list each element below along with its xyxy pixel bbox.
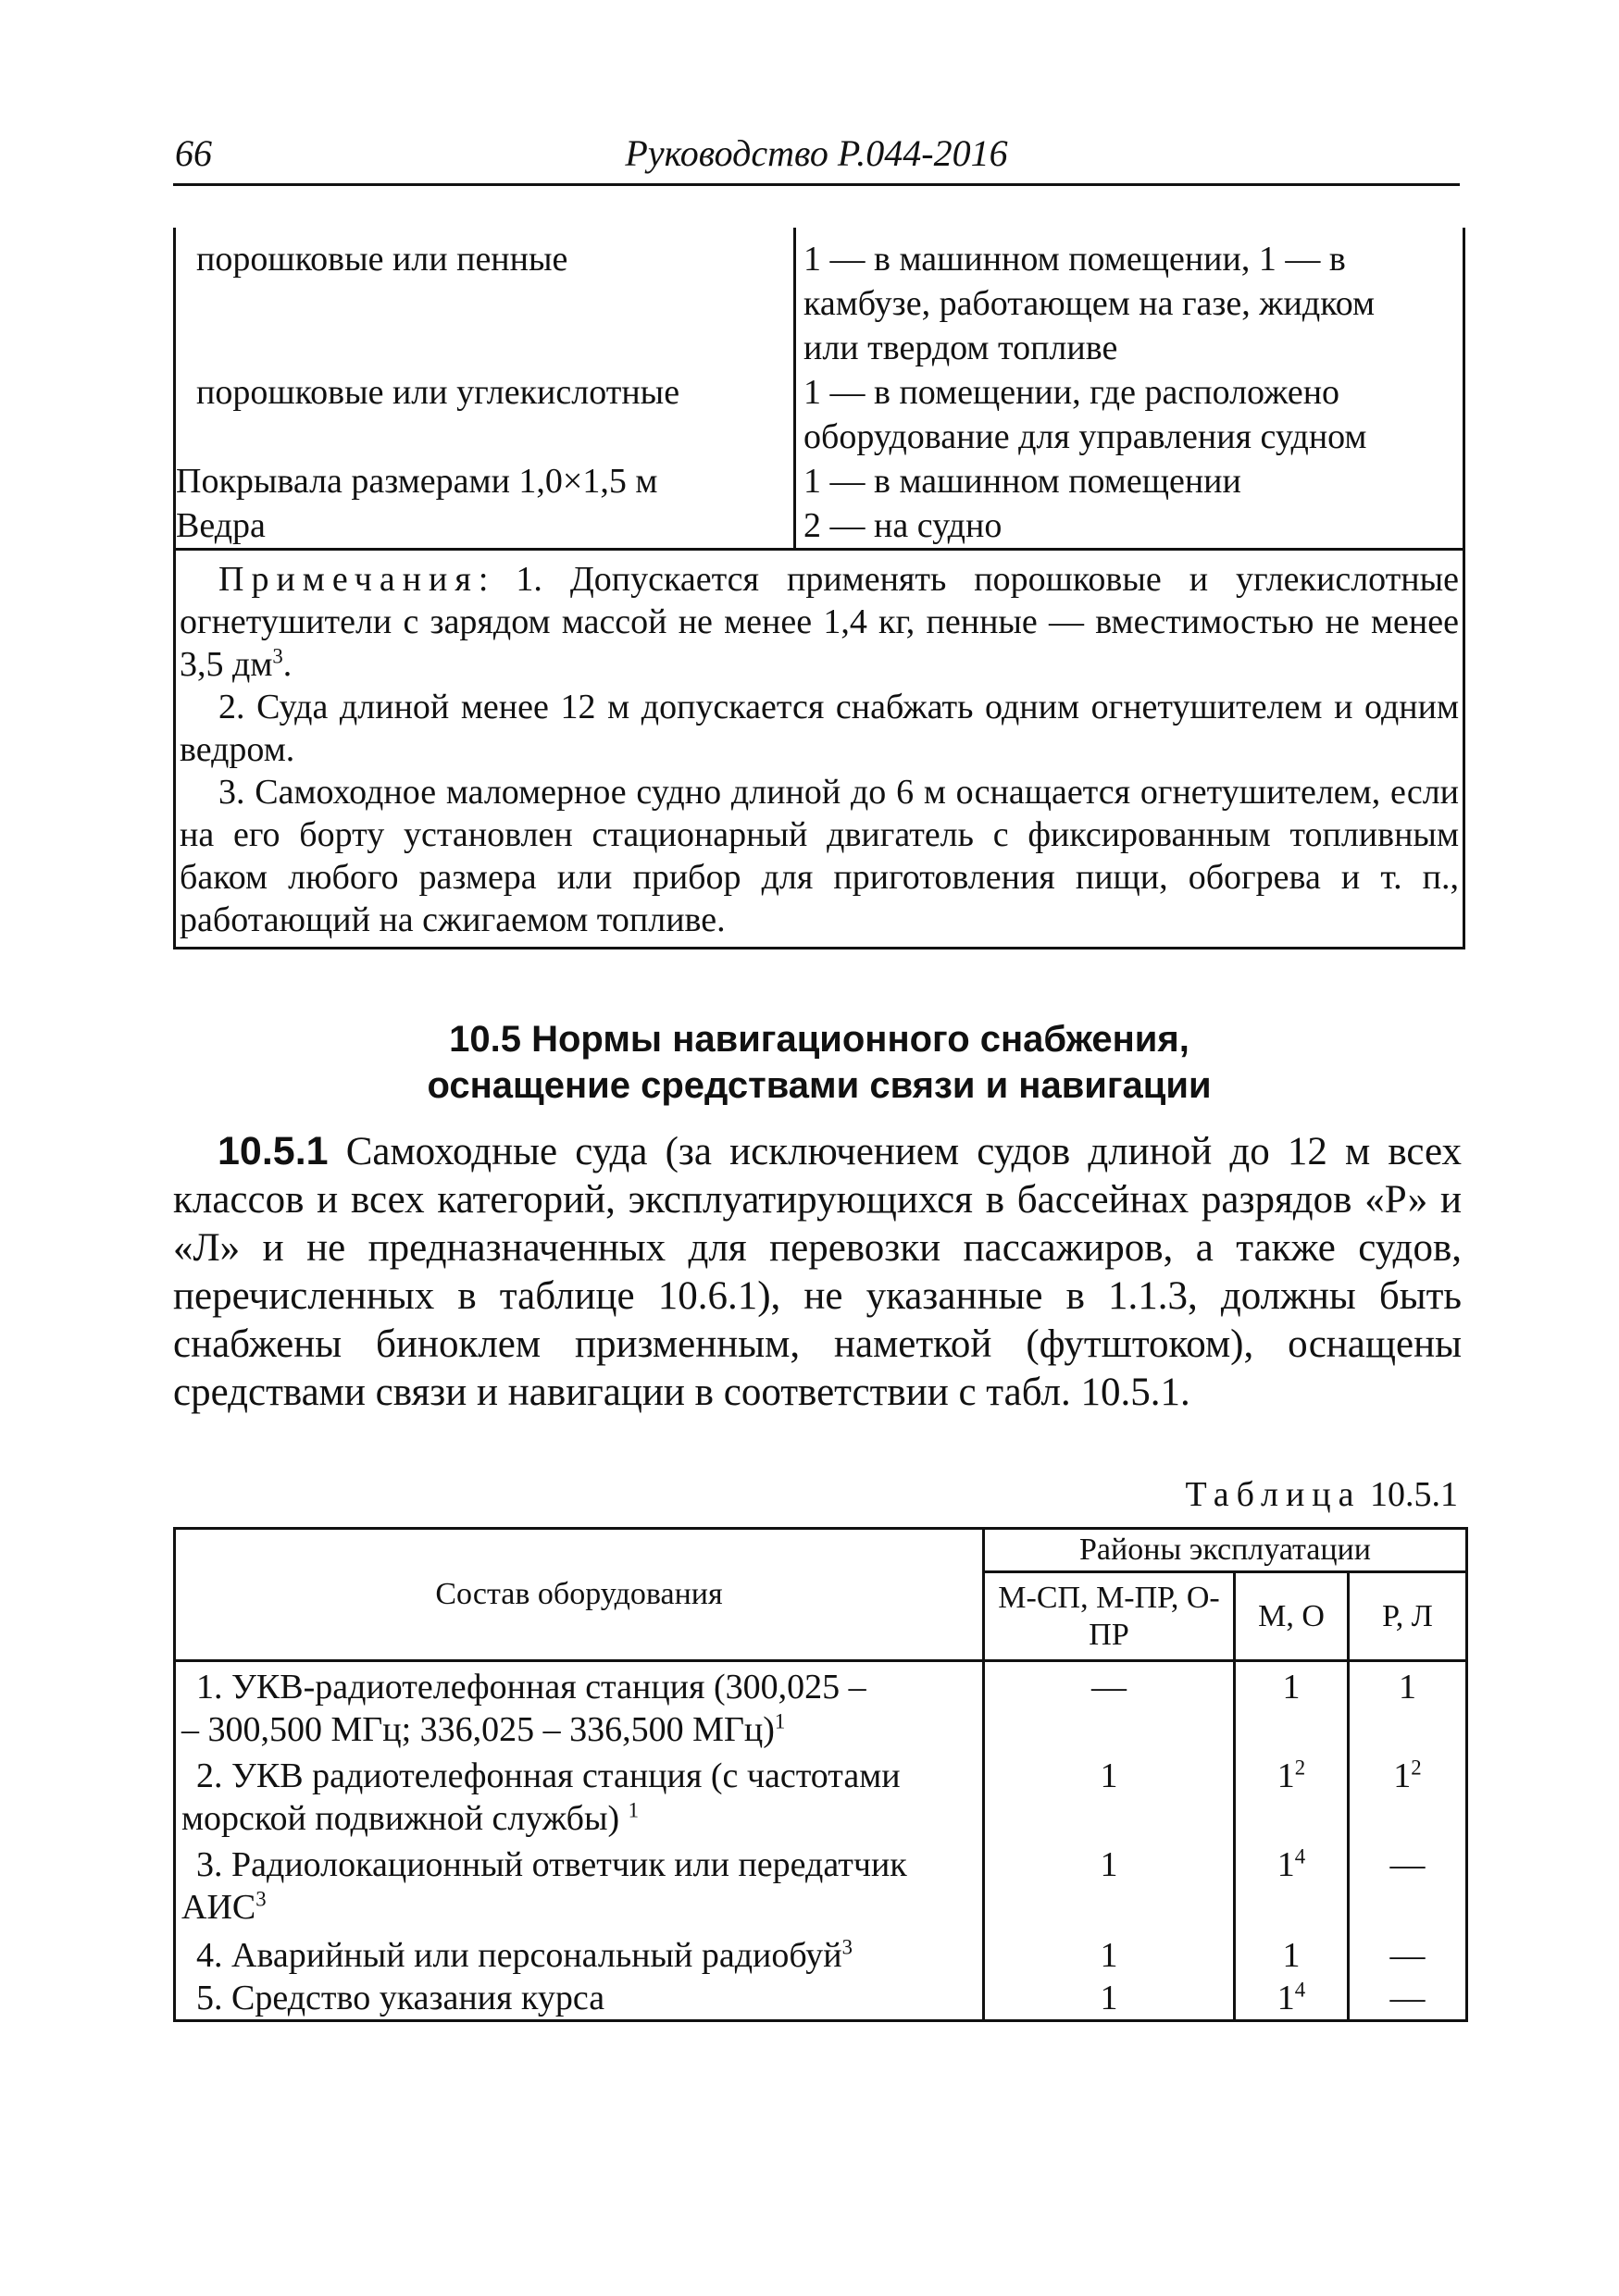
item-cell: порошковые или пенные	[175, 228, 795, 370]
note-3: 3. Самоходное маломерное судно длиной до 6 м оснащается огнетушителем, если на его борту установлен стационарный двигатель с фиксированным топливным баком любого размера или прибор для приготовления пищи, обогрева и т. п., работающий на сжигаемом топливе.	[180, 773, 1459, 939]
superscript: 3	[272, 644, 283, 668]
location-cell	[795, 459, 1464, 503]
superscript: 2	[1411, 1756, 1422, 1780]
section-heading-line: оснащение средствами связи и навигации	[427, 1065, 1212, 1106]
section-heading	[173, 1016, 1465, 1109]
caption-number: 10.5.1	[1370, 1475, 1458, 1514]
section-heading-line: 10.5 Нормы навигационного снабжения,	[449, 1019, 1189, 1060]
caption-word: Таблица	[1185, 1475, 1362, 1514]
item-cell: Покрывала размерами 1,0×1,5 м	[175, 459, 795, 503]
notes-row	[175, 550, 1464, 949]
value-cell	[984, 1840, 1235, 1929]
superscript: 2	[1294, 1756, 1306, 1780]
table-row	[175, 1661, 1467, 1752]
value: 1	[1399, 1668, 1416, 1706]
equipment-cell	[175, 1751, 984, 1840]
location-cell	[795, 228, 1464, 370]
value: 1	[1100, 1979, 1118, 2017]
equipment-cell	[175, 1977, 984, 2021]
running-title: Руководство Р.044-2016	[625, 132, 1008, 174]
value: 1	[1393, 1756, 1412, 1795]
location-line: или твердом топливе	[803, 329, 1118, 367]
value: 1	[1277, 1979, 1295, 2017]
table-caption	[1185, 1474, 1458, 1515]
location-cell	[795, 503, 1464, 550]
item-cell: порошковые или углекислотные	[175, 370, 795, 459]
header-col-2: М, О	[1235, 1572, 1349, 1661]
superscript: 3	[841, 1935, 853, 1959]
value: —	[1389, 1936, 1426, 1975]
note-2: 2. Суда длиной менее 12 м допускается снабжать одним огнетушителем и одним ведром.	[180, 688, 1459, 769]
value-cell	[1235, 1840, 1349, 1929]
superscript: 3	[255, 1887, 267, 1911]
value: —	[1389, 1845, 1426, 1884]
navigation-equipment-table	[173, 1527, 1468, 2022]
page-number: 66	[175, 132, 212, 174]
value-cell	[984, 1661, 1235, 1752]
superscript: 4	[1294, 1844, 1306, 1868]
superscript: 4	[1294, 1978, 1306, 2002]
note-1	[180, 558, 1459, 686]
location-line: 2 — на судно	[803, 506, 1003, 545]
table-row	[175, 503, 1464, 550]
value-cell	[1235, 1751, 1349, 1840]
table-row	[175, 459, 1464, 503]
paragraph-number: 10.5.1	[218, 1129, 329, 1173]
value: 1	[1100, 1845, 1118, 1884]
value-cell	[1349, 1929, 1467, 1977]
item-cell: Ведра	[175, 503, 795, 550]
value-cell	[1349, 1751, 1467, 1840]
equipment-cell	[175, 1661, 984, 1752]
value: —	[1389, 1979, 1426, 2017]
location-line: 1 — в машинном помещении, 1 — в	[803, 240, 1346, 279]
header-col-1: М-СП, М-ПР, О-ПР	[984, 1572, 1235, 1661]
location-line: камбузе, работающем на газе, жидком	[803, 284, 1376, 323]
value-cell	[1349, 1840, 1467, 1929]
value: 1	[1100, 1936, 1118, 1975]
table-row	[175, 1751, 1467, 1840]
equipment-cell	[175, 1929, 984, 1977]
header-regions: Районы эксплуатации	[984, 1529, 1467, 1572]
extinguisher-table-continuation	[173, 228, 1465, 949]
notes-cell	[175, 550, 1464, 949]
value-cell	[984, 1929, 1235, 1977]
note-1-end: .	[282, 645, 293, 684]
value-cell	[1235, 1661, 1349, 1752]
equipment-line: 4. Аварийный или персональный радиобуй	[196, 1936, 842, 1975]
value-cell	[984, 1977, 1235, 2021]
superscript: 1	[774, 1709, 786, 1733]
equipment-line: – 300,500 МГц; 336,025 – 336,500 МГц)	[181, 1710, 775, 1749]
table-row	[175, 228, 1464, 370]
table-row	[175, 1840, 1467, 1929]
equipment-line: 3. Радиолокационный ответчик или передатчик	[196, 1845, 907, 1884]
page-header	[173, 128, 1460, 186]
value: 1	[1282, 1668, 1301, 1706]
value: 1	[1277, 1845, 1295, 1884]
equipment-line: АИС	[181, 1888, 256, 1927]
value: —	[1091, 1668, 1127, 1706]
location-line: 1 — в помещении, где расположено	[803, 373, 1340, 412]
value-cell	[1235, 1977, 1349, 2021]
table-header-row	[175, 1529, 1467, 1572]
equipment-line: 1. УКВ-радиотелефонная станция (300,025 –	[196, 1668, 866, 1706]
equipment-line: 2. УКВ радиотелефонная станция (с частотами	[196, 1756, 901, 1795]
note-1-text: : 1. Допускается применять порошковые и углекислотные огнетушители с зарядом массой не менее 1,4 кг, пенные — вместимостью не менее 3,5 дм	[180, 560, 1459, 684]
equipment-line: 5. Средство указания курса	[196, 1979, 605, 2017]
location-cell	[795, 370, 1464, 459]
value-cell	[1349, 1661, 1467, 1752]
equipment-line: морской подвижной службы)	[181, 1799, 629, 1838]
superscript: 1	[628, 1798, 640, 1822]
header-col-3: Р, Л	[1349, 1572, 1467, 1661]
value-cell	[1235, 1929, 1349, 1977]
table-row	[175, 370, 1464, 459]
value: 1	[1100, 1756, 1118, 1795]
header-equipment: Состав оборудования	[175, 1529, 984, 1661]
value: 1	[1282, 1936, 1301, 1975]
value-cell	[984, 1751, 1235, 1840]
value-cell	[1349, 1977, 1467, 2021]
paragraph-10-5-1	[173, 1127, 1462, 1417]
paragraph-text: Самоходные суда (за исключением судов длиной до 12 м всех классов и всех категорий, эксплуатирующихся в бассейнах разрядов «Р» и «Л» и не предназначенных для перевозки пассажиров, а также судов, перечисленных в таблице 10.6.1), не указанные в 1.1.3, должны быть снабжены биноклем призменным, наметкой (футштоком), оснащены средствами связи и навигации в соответствии с табл. 10.5.1.	[173, 1130, 1462, 1414]
location-line: оборудование для управления судном	[803, 417, 1367, 456]
table-row	[175, 1977, 1467, 2021]
location-line: 1 — в машинном помещении	[803, 462, 1241, 501]
value: 1	[1277, 1756, 1295, 1795]
notes-label: Примечания	[218, 560, 479, 599]
equipment-cell	[175, 1840, 984, 1929]
table-row	[175, 1929, 1467, 1977]
